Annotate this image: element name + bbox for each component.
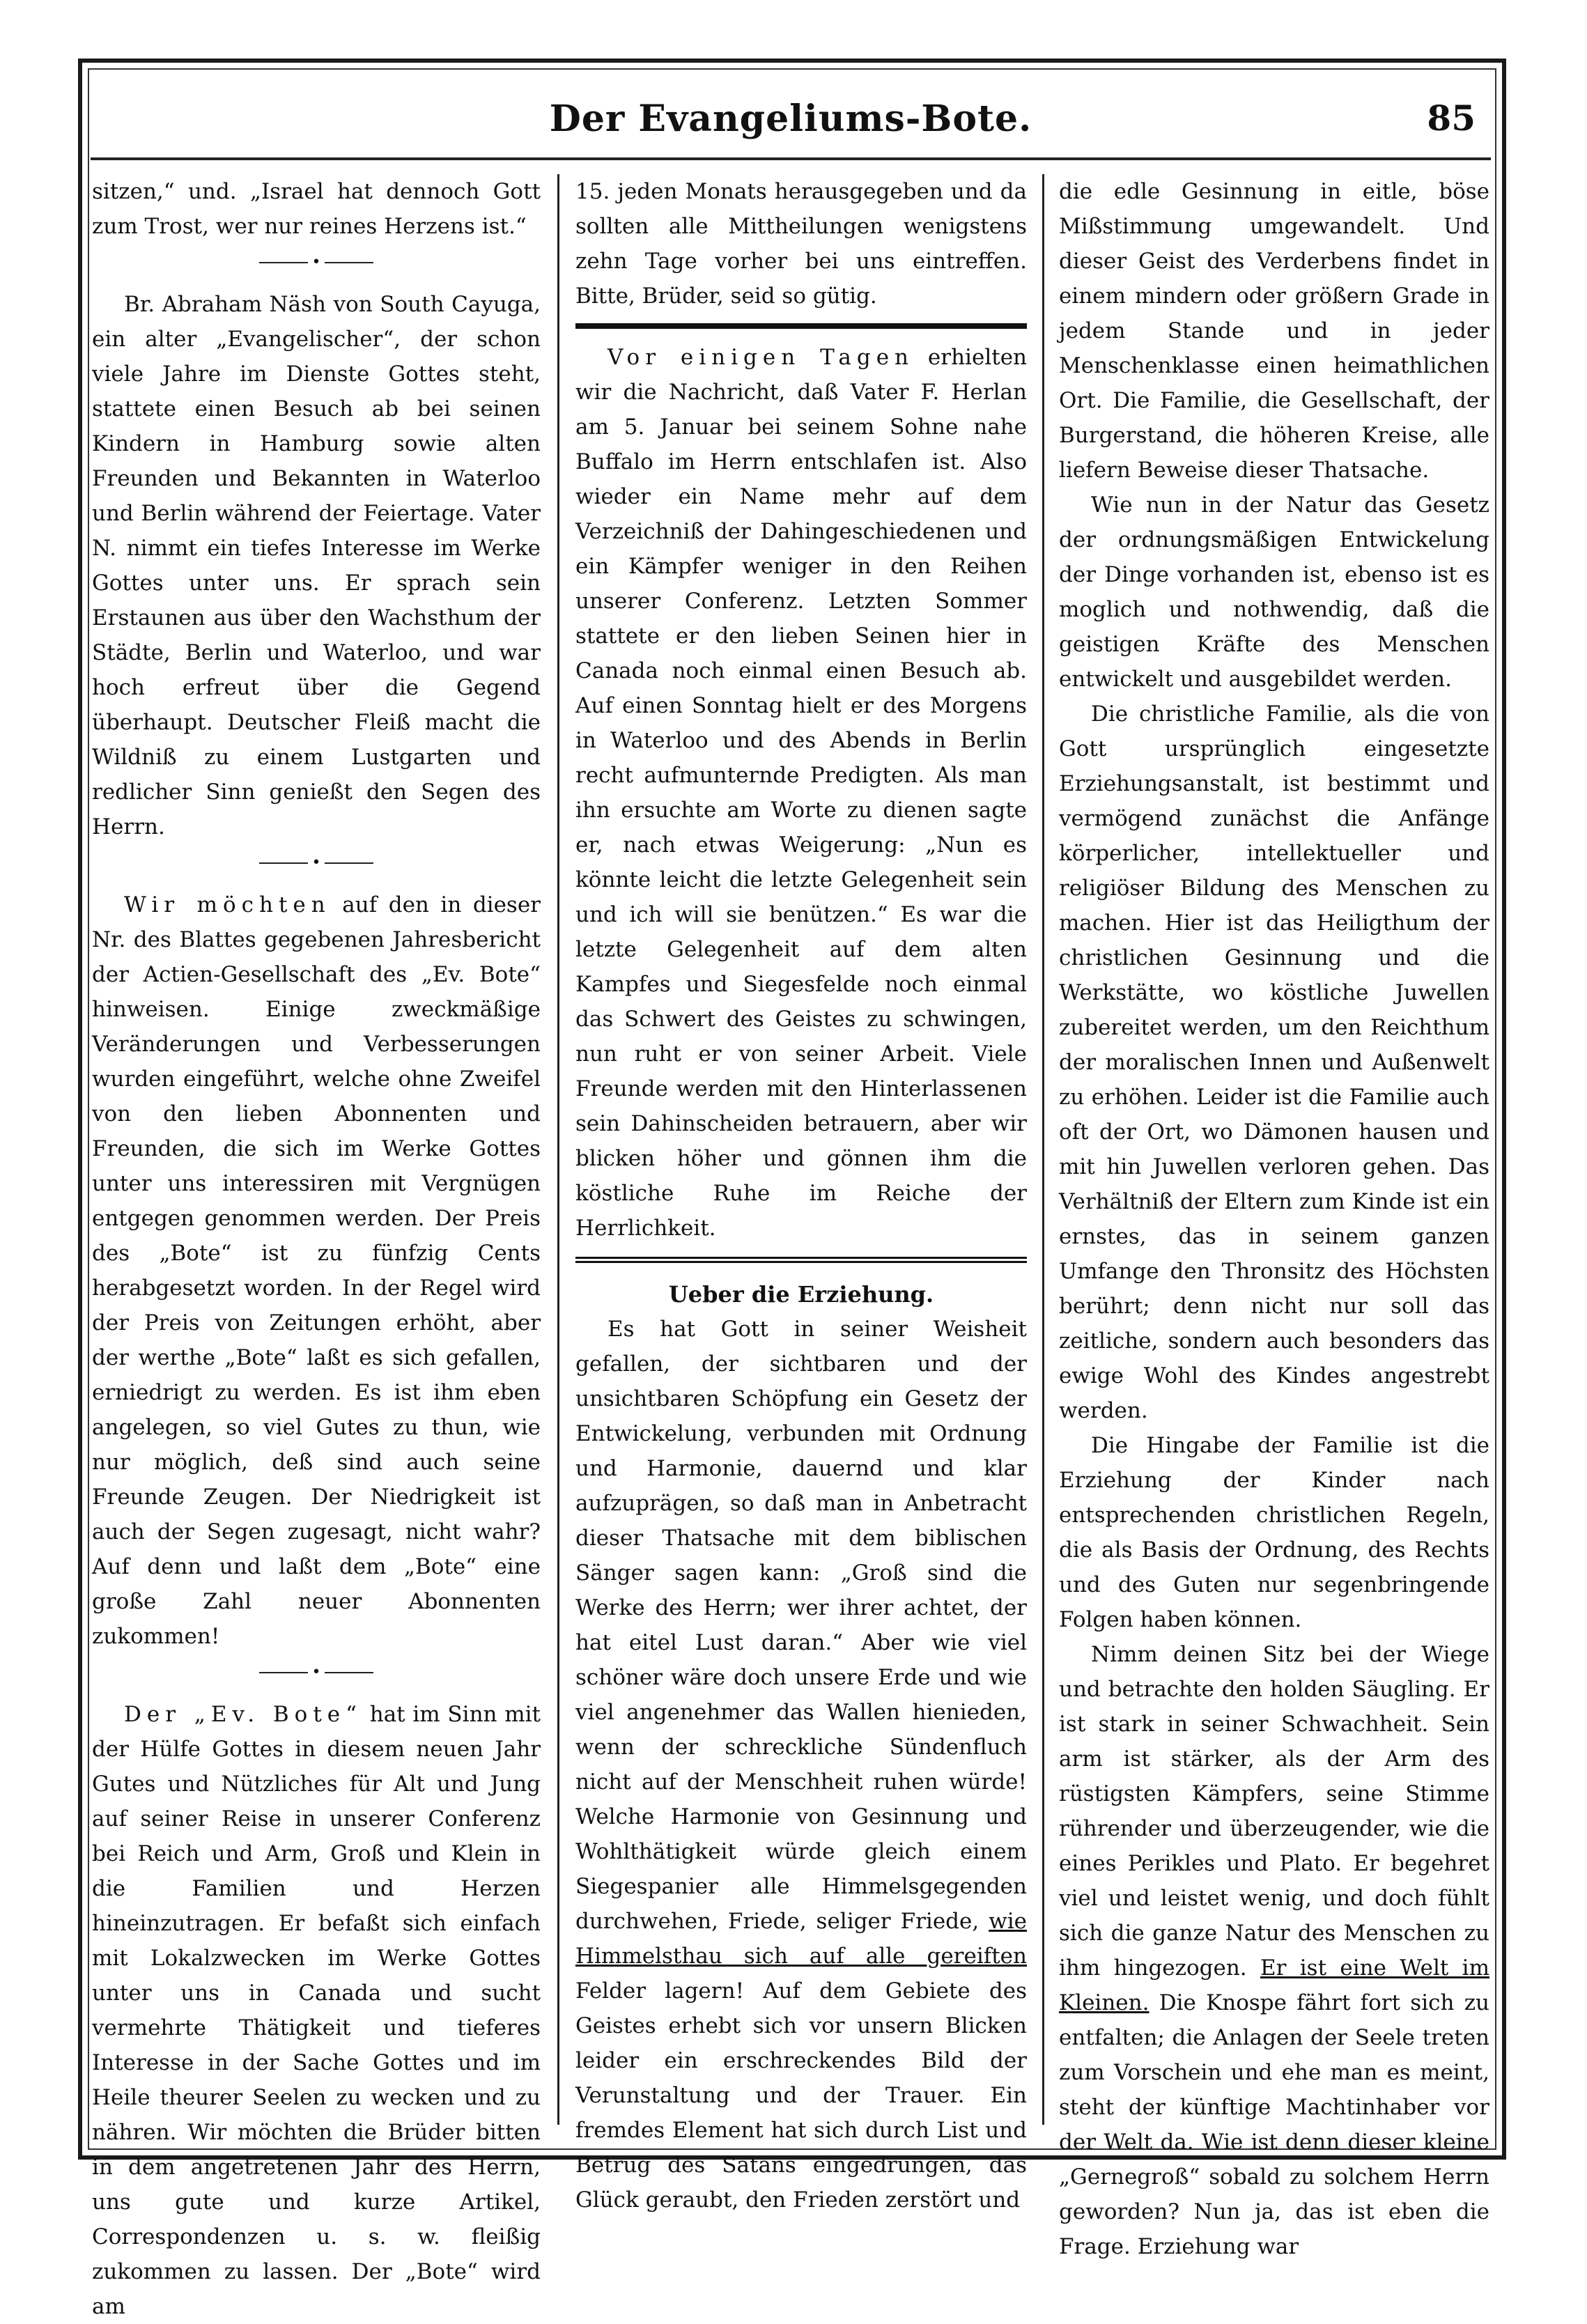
paragraph: die edle Gesinnung in eitle, böse Mißstimmung umgewandelt. Und dieser Geist des Verderbens findet in einem mindern oder größern Grade in jedem Stande und in jeder Menschenklasse einen heimathlichen Ort. Die Familie, die Gesellschaft, der Burgerstand, die höheren Kreise, alle liefern Beweise dieser Thatsache. [1059,179,1489,483]
paragraph-text: Nimm deinen Sitz bei der Wiege und betrachte den holden Säugling. Er ist stark in seiner Schwachheit. Sein arm ist stärker, als der Arm des rüstigsten Kämpfers, seine Stimme rührender und überzeugender, wie die eines Perikles und Plato. Er begehret viel und leistet wenig, und doch fühlt sich die ganze Natur des Menschen zu ihm hingezogen. [1059,1642,1489,1981]
paragraph: Die christliche Familie, als die von Gott ursprünglich eingesetzte Erziehungsanstalt, ist bestimmt und vermögend zunächst die Anfänge körperlicher, intellektueller und religiöser Bildung des Menschen zu machen. Hier ist das Heiligthum der christlichen Gesinnung und die Werkstätte, wo köstliche Juwellen zubereitet werden, um den Reichthum der moralischen Innen und Außenwelt zu erhöhen. Leider ist die Familie auch oft der Ort, wo Dämonen hausen und mit hin Juwellen verloren gehen. Das Verhältniß der Eltern zum Kinde ist ein ernstes, das in seinem ganzen Umfange den Thronsitz des Höchsten berührt; denn nicht nur soll das zeitliche, sondern auch besonders das ewige Wohl des Kindes angestrebt werden. [1059,702,1489,1423]
lead-words: Wir möchten [124,892,331,917]
lead-words: Vor einigen Tagen [607,345,915,370]
paragraph [575,1312,1027,2217]
page-header [91,77,1491,146]
paragraph-text: Die Knospe fährt fort sich zu entfalten; die Anlagen der Seele treten zum Vorschein und ehe man es meint, steht der künftige Machtinhaber vor der Welt da. Wie ist denn dieser kleine „Gernegroß“ sobald zu solchem Herrn geworden? Nun ja, das ist eben die Frage. Erziehung war [1059,1990,1489,2259]
paragraph-text: erhielten wir die Nachricht, daß Vater F. Herlan am 5. Januar bei seinem Sohne nahe Buffalo im Herrn entschlafen ist. Also wieder ein Name mehr auf dem Verzeichniß der Dahingeschiedenen und ein Kämpfer weniger in den Reihen unserer Conferenz. Letzten Sommer stattete er den lieben Seinen hier in Canada noch einmal einen Besuch ab. Auf einen Sonntag hielt er des Morgens in Waterloo und des Abends in Berlin recht aufmunternde Predigten. Als man ihn ersuchte am Worte zu dienen sagte er, nach etwas Weigerung: „Nun es könnte leicht die letzte Gelegenheit sein und ich will sie benützen.“ Es war die letzte Gelegenheit auf dem alten Kampfes und Siegesfelde noch einmal das Schwert des Geistes zu schwingen, nun ruht er von seiner Arbeit. Viele Freunde werden mit den Hinterlassenen sein Dahinscheiden betrauern, aber wir blicken höher und gönnen ihm die köstliche Ruhe im Reiche der Herrlichkeit. [575,345,1028,1241]
paragraph [92,1697,541,2324]
thick-rule [575,323,1027,329]
column-left [92,174,541,2319]
paragraph-text: hat im Sinn mit der Hülfe Gottes in diesem neuen Jahr Gutes und Nützliches für Alt und Jung auf seiner Reise in unserer Conferenz bei Reich und Arm, Groß und Klein in die Familien und Herzen hineinzutragen. Er befaßt sich einfach mit Lokalzwecken im Werke Gottes unter uns in Canada und sucht vermehrte Thätigkeit und tieferes Interesse in der Sache Gottes und im Heile theurer Seelen zu wecken und zu nähren. Wir möchten die Brüder bitten in dem angetretenen Jahr des Herrn, uns gute und kurze Artikel, Correspondenzen u. s. w. fleißig zukommen zu lassen. Der „Bote“ wird am [92,1702,541,2319]
paragraph [92,888,541,1654]
column-divider [1042,174,1044,2125]
underlined-text: Er ist eine Welt im Kleinen. [1059,1955,1489,2015]
section-separator: • [92,254,541,272]
paragraph [1059,1637,1489,2264]
paragraph: sitzen,“ und. „Israel hat dennoch Gott zum Trost, wer nur reines Herzens ist.“ [92,179,541,239]
double-rule [575,1257,1027,1263]
article-title: Ueber die Erziehung. [668,1281,934,1308]
header-rule [91,157,1491,160]
lead-words: Der „Ev. Bote“ [124,1702,362,1727]
paragraph: 15. jeden Monats herausgegeben und da sollten alle Mittheilungen wenigstens zehn Tage vorher bei uns eintreffen. Bitte, Brüder, seid so gütig. [575,179,1027,309]
section-separator: • [92,854,541,872]
paragraph-text: auf den in dieser Nr. des Blattes gegebenen Jahresbericht der Actien-Gesellschaft des „Ev. Bote“ hinweisen. Einige zweckmäßige Veränderungen und Verbesserungen wurden eingeführt, welche ohne Zweifel von den lieben Abonnenten und Freunden, die sich im Werke Gottes unter uns interessiren mit Vergnügen entgegen genommen werden. Der Preis des „Bote“ ist zu fünfzig Cents herabgesetzt worden. In der Regel wird der Preis von Zeitungen erhöht, aber der werthe „Bote“ laßt es sich gefallen, erniedrigt zu werden. Es ist ihm eben angelegen, so viel Gutes zu thun, wie nur möglich, deß sind auch seine Freunde Zeugen. Der Niedrigkeit ist auch der Segen zugesagt, nicht wahr? Auf denn und laßt dem „Bote“ eine große Zahl neuer Abonnenten zukommen! [92,892,541,1649]
column-middle [575,174,1028,2213]
underlined-text: wie Himmelsthau sich auf alle gereiften [575,1909,1027,1969]
column-divider [557,174,559,2125]
paragraph [575,340,1027,1246]
paragraph-text: Felder lagern! Auf dem Gebiete des Geistes erhebt sich vor unsern Blicken leider ein erschreckendes Bild der Verunstaltung und der Trauer. Ein fremdes Element hat sich durch List und Betrug des Satans eingedrungen, das Glück geraubt, den Frieden zerstört und [575,1978,1027,2213]
column-right [1059,174,1489,2259]
paragraph: Die Hingabe der Familie ist die Erziehung der Kinder nach entsprechenden christlichen Regeln, die als Basis der Ordnung, des Rechts und des Guten nur segenbringende Folgen haben können. [1059,1433,1489,1632]
paragraph: Wie nun in der Natur das Gesetz der ordnungsmäßigen Entwickelung der Dinge vorhanden ist, ebenso ist es moglich und nothwendig, daß die geistigen Kräfte des Menschen entwickelt und ausgebildet werden. [1059,493,1489,692]
page-number: 85 [1427,98,1476,139]
paragraph: Br. Abraham Näsh von South Cayuga, ein alter „Evangelischer“, der schon viele Jahre im Dienste Gottes steht, stattete einen Besuch ab bei seinen Kindern in Hamburg sowie alten Freunden und Bekannten in Waterloo und Berlin während der Feiertage. Vater N. nimmt ein tiefes Interesse im Werke Gottes unter uns. Er sprach sein Erstaunen aus über den Wachsthum der Städte, Berlin und Waterloo, und war hoch erfreut über die Gegend überhaupt. Deutscher Fleiß macht die Wildniß zu einem Lustgarten und redlicher Sinn genießt den Segen des Herrn. [92,292,541,839]
running-title: Der Evangeliums-Bote. [549,98,1032,140]
section-separator: • [92,1664,541,1682]
paragraph-text: Es hat Gott in seiner Weisheit gefallen, der sichtbaren und der unsichtbaren Schöpfung ein Gesetz der Entwickelung, verbunden mit Ordnung und Harmonie, dauernd und klar aufzuprägen, so daß man in Anbetracht dieser Thatsache mit dem biblischen Sänger sagen kann: „Groß sind die Werke des Herrn; wer ihrer achtet, der hat eitel Lust daran.“ Aber wie viel schöner wäre doch unsere Erde und wie viel angenehmer das Wallen hienieden, wenn der schreckliche Sündenfluch nicht auf der Menschheit ruhen würde! Welche Harmonie von Gesinnung und Wohlthätigkeit würde gleich einem Siegespanier alle Himmelsgegenden durchwehen, Friede, seliger Friede, [575,1317,1027,1934]
